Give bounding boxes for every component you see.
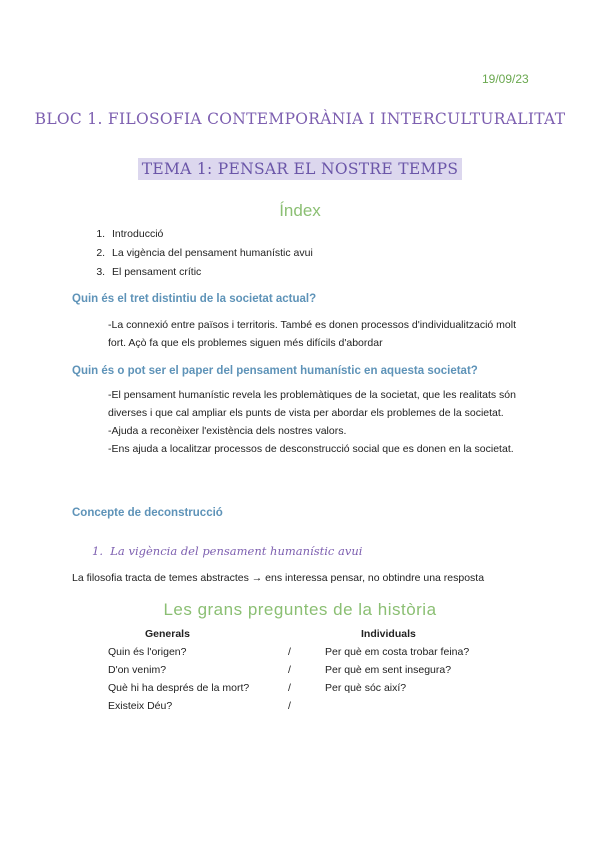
- big-questions-title: Les grans preguntes de la història: [163, 600, 437, 619]
- question-2-heading: Quin és o pot ser el paper del pensament humanístic en aquesta societat?: [72, 365, 478, 377]
- bloc-title: BLOC 1. FILOSOFIA CONTEMPORÀNIA I INTERCULTURALITAT: [34, 110, 566, 128]
- question-2-answer: [108, 386, 528, 458]
- general-question: D'on venim?: [108, 664, 167, 676]
- section-number: 1.: [92, 544, 103, 558]
- date: 19/09/23: [482, 72, 529, 86]
- individual-question: Per què em sent insegura?: [325, 664, 452, 676]
- separator: /: [288, 700, 291, 712]
- column-header-individuals: Individuals: [361, 628, 416, 640]
- answer-line: -La connexió entre països i territoris. També es donen processos d'individualització molt fort. Açò fa que els problemes siguen més difícils d'abordar: [108, 319, 517, 349]
- tema-title: TEMA 1: PENSAR EL NOSTRE TEMPS: [138, 158, 463, 180]
- index-item: 1. Introducció: [108, 225, 313, 244]
- separator: /: [288, 646, 291, 658]
- individual-question: Per què sóc així?: [325, 682, 407, 694]
- individual-question: Per què em costa trobar feina?: [325, 646, 470, 658]
- separator: /: [288, 682, 291, 694]
- section-title: La vigència del pensament humanístic avui: [110, 544, 363, 558]
- index-title: Índex: [279, 201, 321, 220]
- separator: /: [288, 664, 291, 676]
- index-list: [72, 225, 313, 282]
- section-1-heading: [92, 544, 362, 558]
- intro-line: La filosofia tracta de temes abstractes → ens interessa pensar, no obtindre una resposta: [72, 572, 485, 584]
- general-question: Quin és l'origen?: [108, 646, 187, 658]
- column-header-generals: Generals: [145, 628, 190, 640]
- concept-heading: Concepte de deconstrucció: [72, 507, 223, 519]
- answer-line: -El pensament humanístic revela les problemàtiques de la societat, que les realitats són diverses i que cal ampliar els punts de vista per abordar els problemes de la societat.: [108, 389, 516, 419]
- general-question: Què hi ha després de la mort?: [108, 682, 250, 694]
- answer-line: -Ajuda a reconèixer l'existència dels nostres valors.: [108, 425, 347, 437]
- general-question: Existeix Déu?: [108, 700, 173, 712]
- question-1-answer: [108, 316, 528, 352]
- index-item: 3. El pensament crític: [108, 263, 313, 282]
- index-item: 2. La vigència del pensament humanístic avui: [108, 244, 313, 263]
- answer-line: -Ens ajuda a localitzar processos de desconstrucció social que es donen en la societat.: [108, 443, 514, 455]
- question-1-heading: Quin és el tret distintiu de la societat actual?: [72, 293, 317, 305]
- tema-title-wrap: [0, 158, 600, 180]
